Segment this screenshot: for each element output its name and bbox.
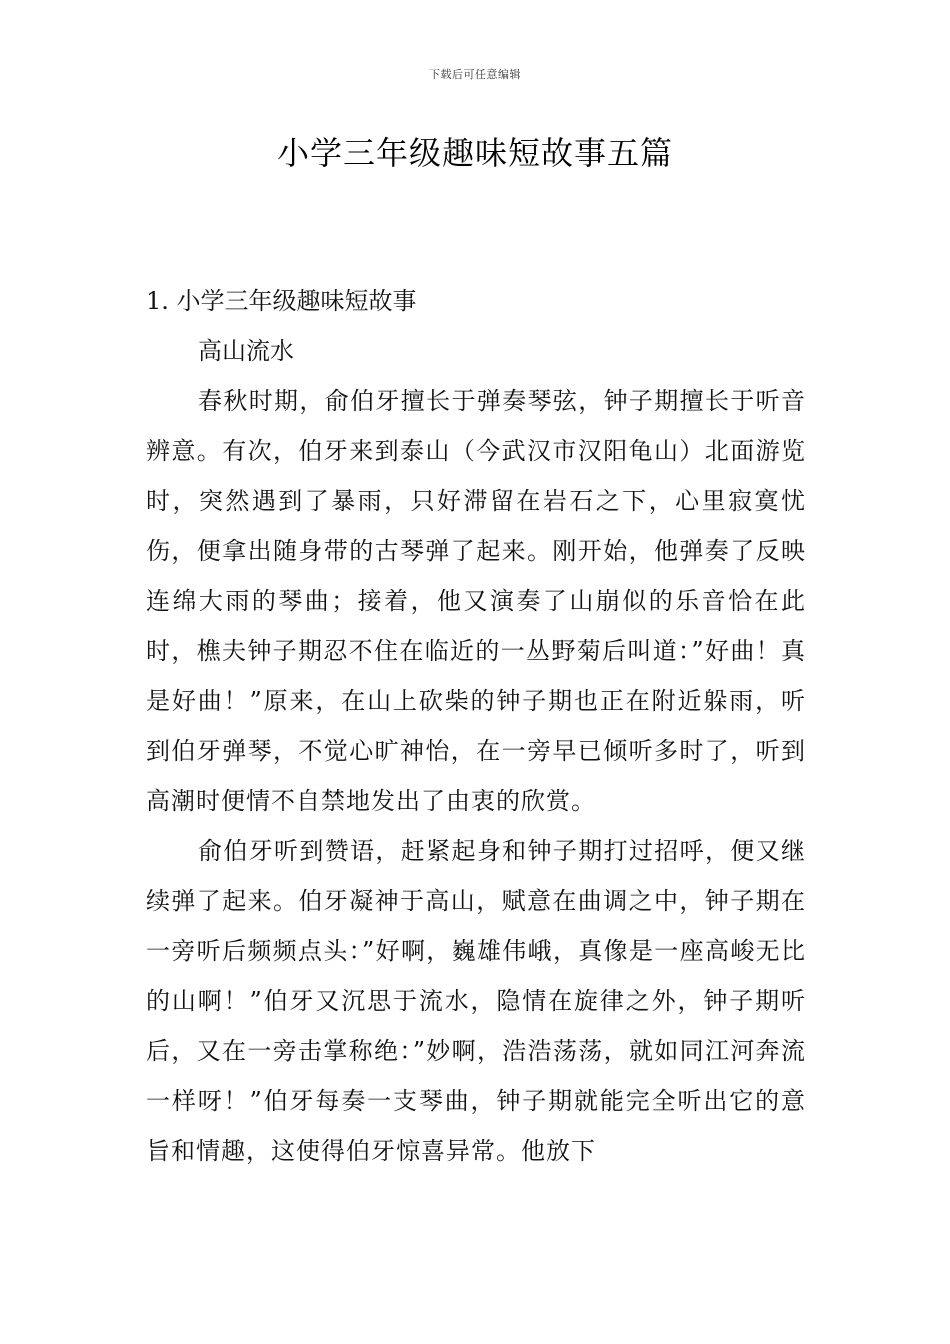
page-title: 小学三年级趣味短故事五篇	[276, 134, 673, 172]
paragraph-2: 俞伯牙听到赞语，赶紧起身和钟子期打过招呼，便又继续弹了起来。伯牙凝神于高山，赋意在曲调之中，钟子期在一旁听后频频点头：”好啊，巍雄伟峨，真像是一座高峻无比的山啊！”伯牙又沉思于流水，隐情在旋律之外，钟子期听后，又在一旁击掌称绝：”妙啊，浩浩荡荡，就如同江河奔流一样呀！”伯牙每奏一支琴曲，钟子期就能完全听出它的意旨和情趣，这使得伯牙惊喜异常。他放下	[146, 837, 806, 1165]
document-body	[146, 276, 806, 1176]
story-title: 高山流水	[198, 337, 294, 365]
header-note: 下载后可任意编辑	[429, 68, 521, 81]
section-heading: 1. 小学三年级趣味短故事	[146, 287, 417, 315]
paragraph-1: 春秋时期，俞伯牙擅长于弹奏琴弦，钟子期擅长于听音辨意。有次，伯牙来到泰山（今武汉市汉阳龟山）北面游览时，突然遇到了暴雨，只好滞留在岩石之下，心里寂寞忧伤，便拿出随身带的古琴弹了起来。刚开始，他弹奏了反映连绵大雨的琴曲；接着，他又演奏了山崩似的乐音恰在此时，樵夫钟子期忍不住在临近的一丛野菊后叫道：”好曲！真是好曲！”原来，在山上砍柴的钟子期也正在附近躲雨，听到伯牙弹琴，不觉心旷神怡，在一旁早已倾听多时了，听到高潮时便情不自禁地发出了由衷的欣赏。	[146, 387, 806, 815]
